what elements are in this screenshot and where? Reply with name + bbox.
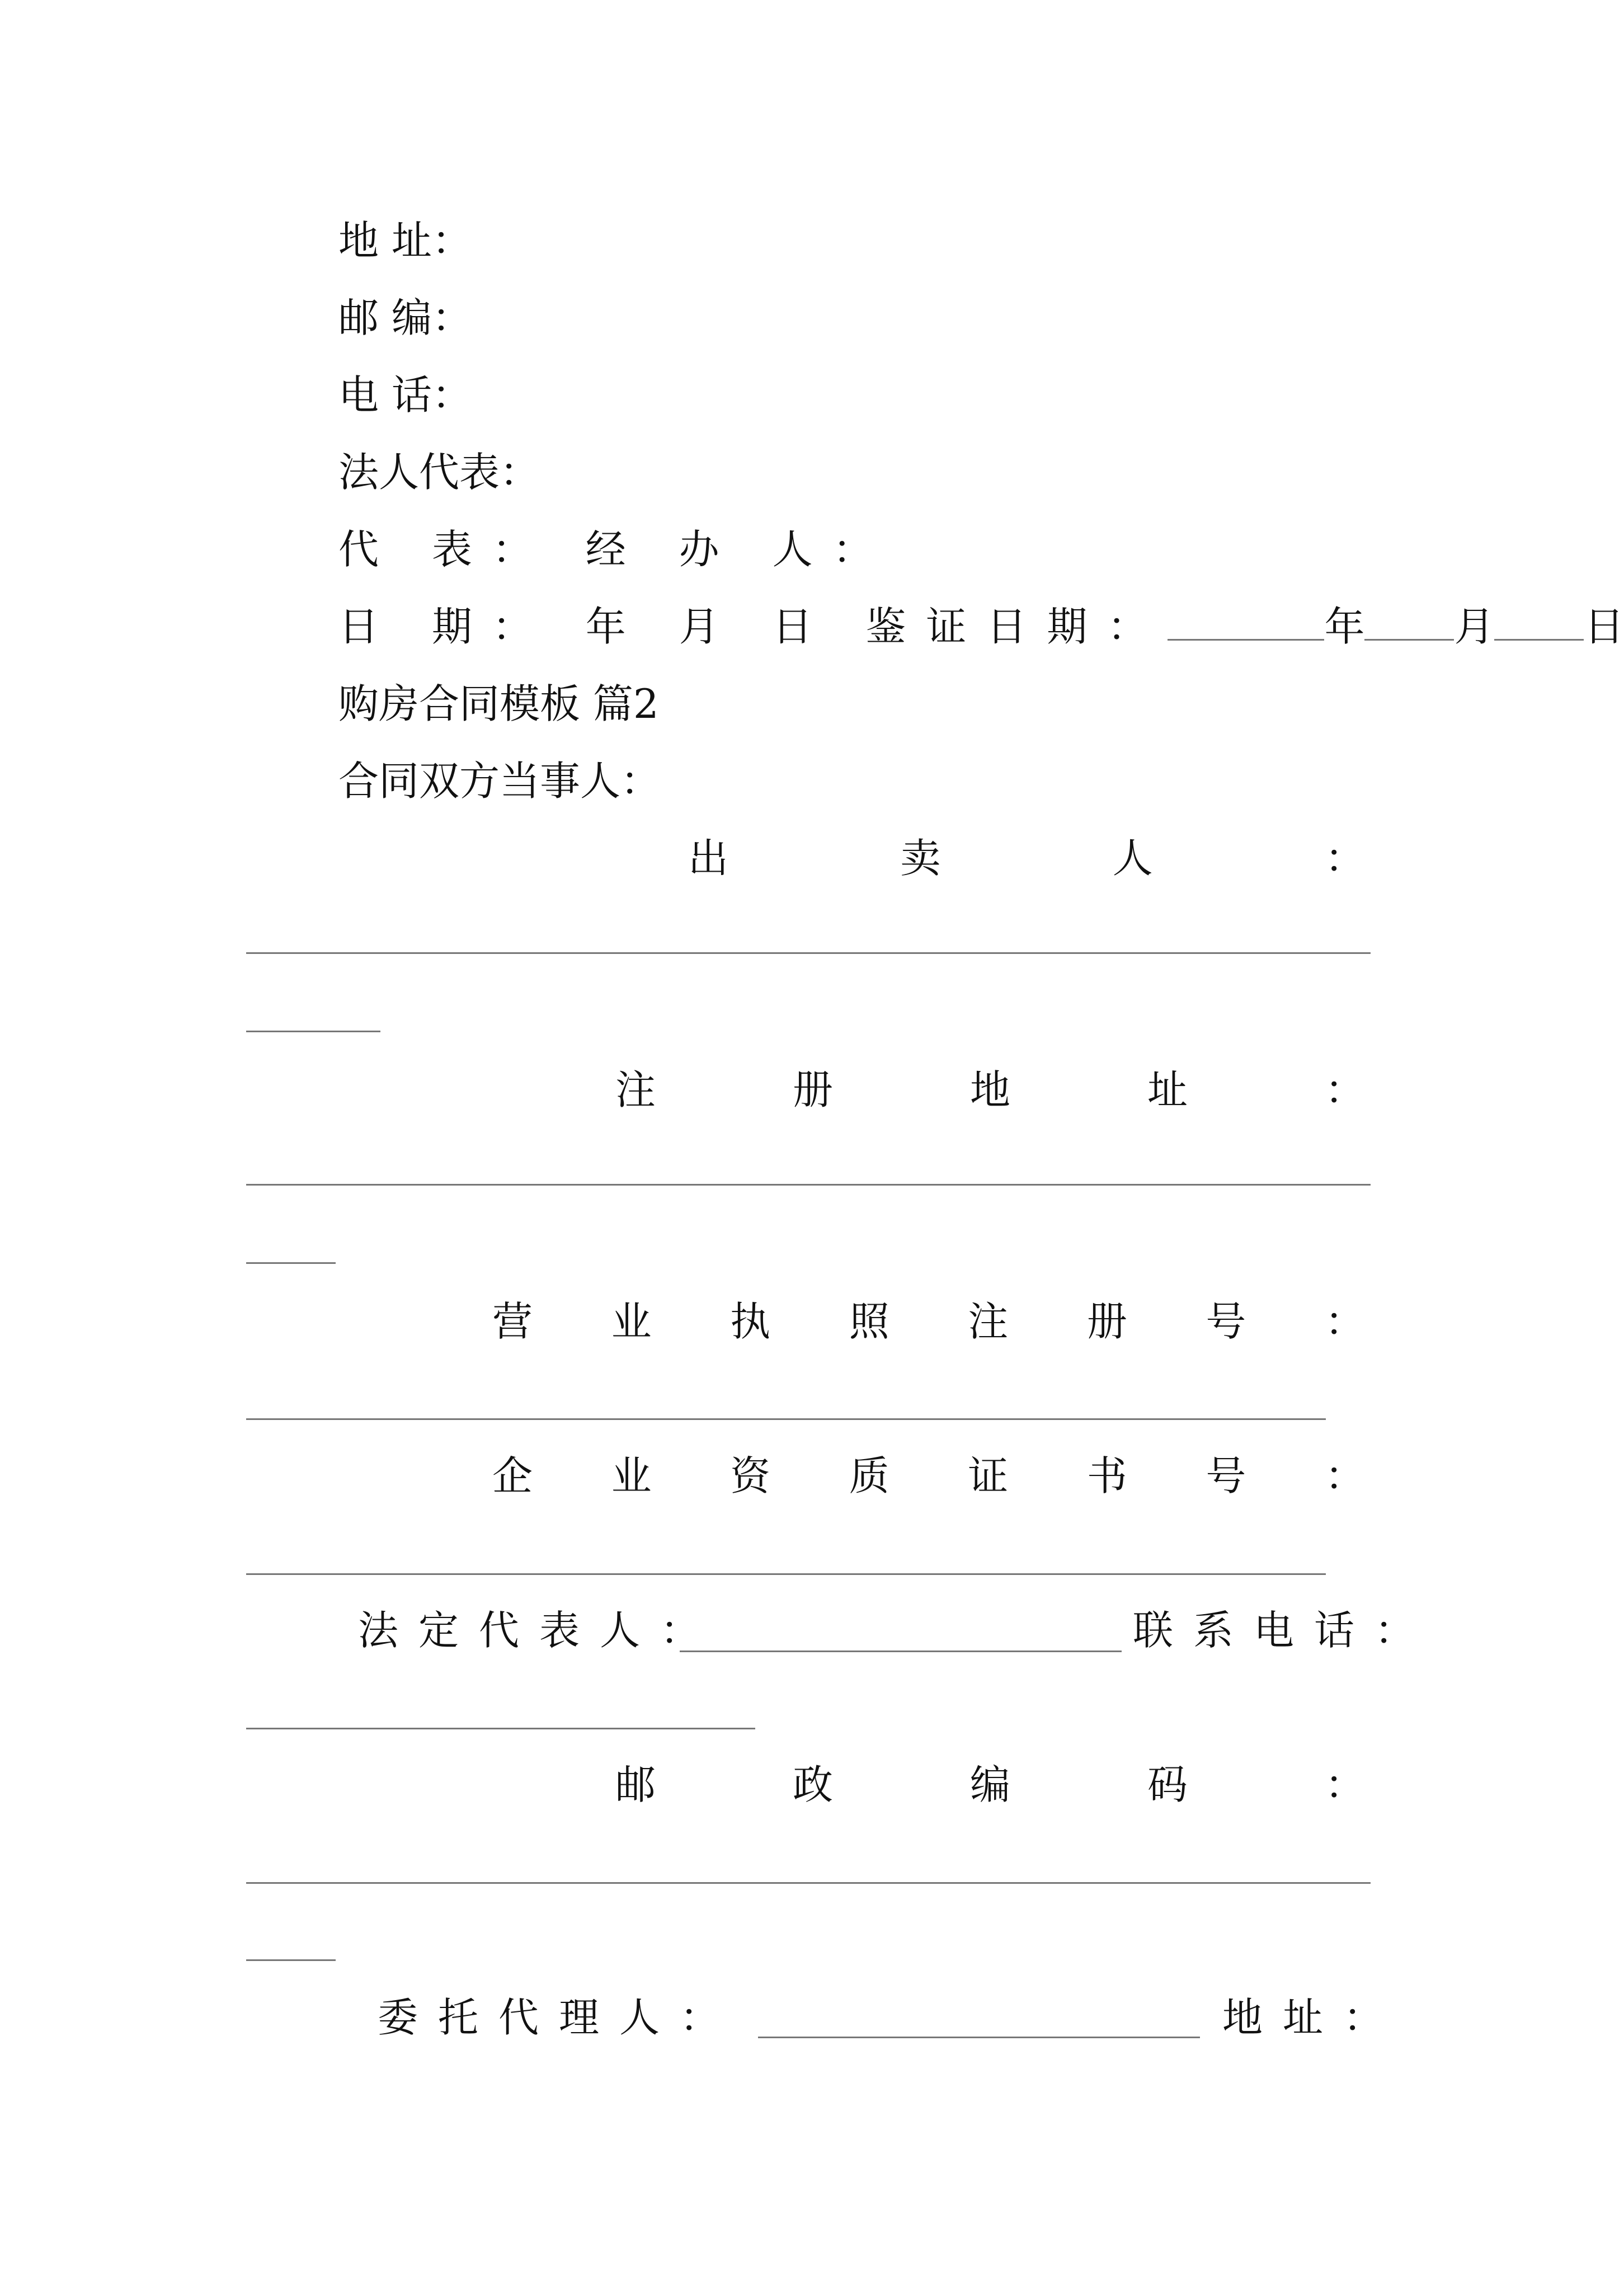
seller-char: 人 <box>1112 835 1153 882</box>
qualification-no-char: 资 <box>730 1452 771 1499</box>
registered-address-char: 注 <box>615 1066 656 1113</box>
registered-address-char: 册 <box>792 1066 833 1113</box>
registered-address-char: 址 <box>1147 1066 1188 1113</box>
qualification-no-char: 号 <box>1206 1452 1246 1499</box>
registered-address-fill-line-cont[interactable] <box>246 1262 336 1264</box>
phone-label: 电 话： <box>338 372 472 418</box>
month-label: 月 <box>1454 603 1495 650</box>
contact-phone-fill-line[interactable] <box>246 1728 755 1729</box>
day-label: 日 <box>1584 603 1624 650</box>
license-no-char: 号 <box>1206 1298 1246 1345</box>
qualification-no-char: 业 <box>611 1452 652 1499</box>
qualification-no-char: 证 <box>968 1452 1009 1499</box>
postcode-label: 邮 编： <box>338 294 472 341</box>
seller-char: 出 <box>688 835 729 882</box>
license-no-char: 营 <box>492 1298 533 1345</box>
seller-fill-line[interactable] <box>246 952 1371 954</box>
postal-code-char: 政 <box>792 1761 833 1808</box>
license-no-char: ： <box>1324 1298 1365 1345</box>
date-label: 日 期： 年 月 日 鉴证日期： <box>338 603 1168 650</box>
qualification-no-char: 书 <box>1086 1452 1127 1499</box>
contact-phone-label: 联系电话： <box>1133 1607 1435 1654</box>
date-line <box>338 599 1624 655</box>
registered-address-char: 地 <box>969 1066 1010 1113</box>
rep-agent-line: 代 表： 经 办 人： <box>338 526 893 573</box>
qualification-no-label <box>492 1448 1365 1504</box>
agent-label: 委托代理人： <box>378 1994 741 2041</box>
address-label: 地 址： <box>338 217 472 264</box>
license-no-char: 照 <box>849 1298 889 1345</box>
year-blank[interactable] <box>1168 600 1324 641</box>
seller-char: 卖 <box>900 835 941 882</box>
agent-fill-line[interactable] <box>758 2037 1200 2038</box>
month-blank[interactable] <box>1364 600 1454 641</box>
seller-char: ： <box>1324 835 1365 882</box>
qualification-no-char: ： <box>1324 1452 1365 1499</box>
postal-code-char: 编 <box>969 1761 1010 1808</box>
license-no-label <box>492 1294 1365 1349</box>
registered-address-fill-line[interactable] <box>246 1184 1371 1186</box>
qualification-no-fill-line[interactable] <box>246 1573 1326 1575</box>
qualification-no-char: 质 <box>849 1452 889 1499</box>
postal-code-char: 邮 <box>615 1761 656 1808</box>
license-no-char: 业 <box>611 1298 652 1345</box>
legal-representative-label: 法定代表人： <box>358 1607 721 1654</box>
day-blank[interactable] <box>1494 600 1584 641</box>
postal-code-char: ： <box>1324 1761 1365 1808</box>
legal-representative-fill-line[interactable] <box>680 1651 1122 1652</box>
parties-intro: 合同双方当事人： <box>338 758 661 805</box>
legal-rep-label: 法人代表： <box>338 449 540 496</box>
postal-code-label <box>615 1757 1365 1813</box>
registered-address-label <box>615 1062 1365 1118</box>
year-label: 年 <box>1324 603 1365 650</box>
postal-code-char: 码 <box>1147 1761 1188 1808</box>
registered-address-char: ： <box>1324 1066 1365 1113</box>
postal-code-fill-line[interactable] <box>246 1882 1371 1884</box>
section-title: 购房合同模板 篇2 <box>338 680 659 727</box>
license-no-char: 执 <box>730 1298 771 1345</box>
qualification-no-char: 企 <box>492 1452 533 1499</box>
license-no-fill-line[interactable] <box>246 1418 1326 1420</box>
postal-code-fill-line-cont[interactable] <box>246 1959 336 1961</box>
seller-fill-line-cont[interactable] <box>246 1031 380 1032</box>
license-no-char: 注 <box>968 1298 1009 1345</box>
agent-address-label: 地址： <box>1222 1994 1404 2041</box>
license-no-char: 册 <box>1086 1298 1127 1345</box>
seller-label <box>688 830 1365 886</box>
